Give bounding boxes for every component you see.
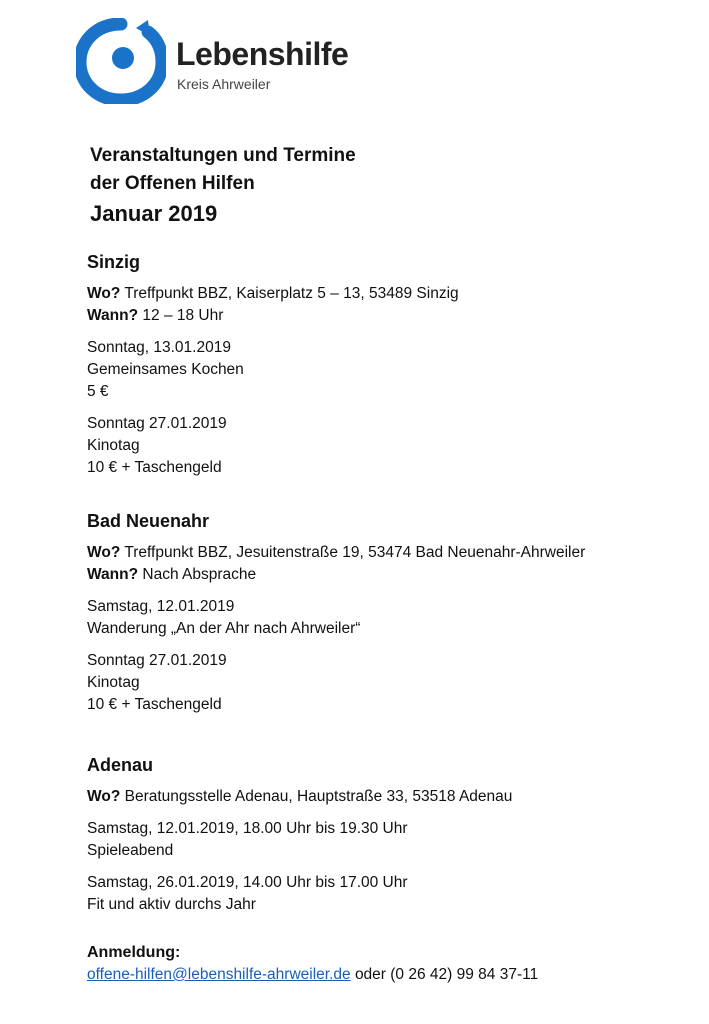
event-item [87, 650, 687, 716]
wo-label: Wo? [87, 788, 121, 805]
event-item [87, 872, 687, 916]
event-date: Samstag, 26.01.2019, 14.00 Uhr bis 17.00 Uhr [87, 874, 408, 891]
event-item [87, 413, 687, 479]
time-line [87, 305, 687, 327]
section-sinzig [87, 252, 687, 479]
event-date: Sonntag, 13.01.2019 [87, 339, 231, 356]
event-price: 10 € + Taschengeld [87, 696, 222, 713]
location-text: Treffpunkt BBZ, Jesuitenstraße 19, 53474 Bad Neuenahr-Ahrweiler [124, 544, 586, 561]
title-line-2: der Offenen Hilfen [90, 173, 255, 194]
location-line [87, 283, 687, 305]
page-title [90, 142, 356, 230]
title-line-1: Veranstaltungen und Termine [90, 145, 356, 166]
wann-label: Wann? [87, 566, 139, 583]
event-title: Gemeinsames Kochen [87, 361, 244, 378]
section-heading: Sinzig [87, 252, 140, 272]
title-month: Januar 2019 [90, 201, 218, 226]
wann-label: Wann? [87, 307, 139, 324]
location-line [87, 542, 687, 564]
time-text: 12 – 18 Uhr [142, 307, 224, 324]
event-item [87, 337, 687, 403]
section-adenau [87, 755, 687, 916]
event-item [87, 596, 687, 640]
wo-label: Wo? [87, 285, 121, 302]
email-link[interactable]: offene-hilfen@lebenshilfe-ahrweiler.de [87, 966, 351, 983]
registration-label: Anmeldung: [87, 944, 181, 961]
brand-subtitle: Kreis Ahrweiler [177, 76, 271, 92]
registration-contact [87, 964, 538, 986]
phone-text: oder (0 26 42) 99 84 37-11 [354, 966, 539, 983]
section-heading: Adenau [87, 755, 154, 775]
time-text: Nach Absprache [142, 566, 257, 583]
section-heading: Bad Neuenahr [87, 511, 210, 531]
event-date: Sonntag 27.01.2019 [87, 415, 227, 432]
location-text: Treffpunkt BBZ, Kaiserplatz 5 – 13, 53489 Sinzig [124, 285, 459, 302]
location-line [87, 786, 687, 808]
event-title: Spieleabend [87, 842, 174, 859]
event-title: Kinotag [87, 674, 140, 691]
section-bad-neuenahr [87, 511, 687, 716]
event-title: Wanderung „An der Ahr nach Ahrweiler“ [87, 620, 361, 637]
event-title: Kinotag [87, 437, 140, 454]
location-text: Beratungsstelle Adenau, Hauptstraße 33, 53518 Adenau [124, 788, 513, 805]
wo-label: Wo? [87, 544, 121, 561]
time-line [87, 564, 687, 586]
logo [76, 18, 388, 104]
event-title: Fit und aktiv durchs Jahr [87, 896, 256, 913]
registration [87, 942, 538, 986]
event-date: Samstag, 12.01.2019, 18.00 Uhr bis 19.30 Uhr [87, 820, 408, 837]
event-date: Sonntag 27.01.2019 [87, 652, 227, 669]
event-item [87, 818, 687, 862]
event-price: 5 € [87, 383, 109, 400]
event-price: 10 € + Taschengeld [87, 459, 222, 476]
brand-name: Lebenshilfe [176, 36, 349, 72]
event-date: Samstag, 12.01.2019 [87, 598, 235, 615]
lebenshilfe-logo-icon [76, 18, 166, 104]
